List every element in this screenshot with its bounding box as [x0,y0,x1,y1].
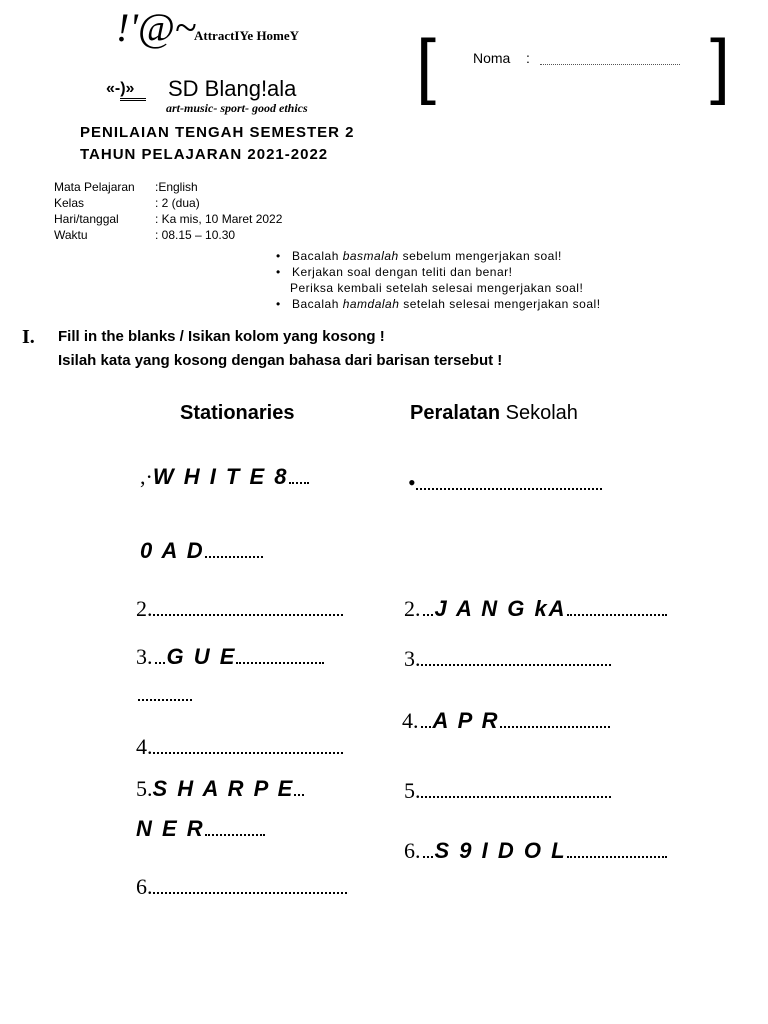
blank-item-right-1[interactable]: • [408,470,602,496]
logo-underline [120,98,146,101]
info-label-subject: Mata Pelajaran [54,180,135,194]
blank-item-left-3[interactable]: 3. G U E [136,644,324,670]
blank-item-right-5[interactable]: 5. [404,778,611,804]
exam-title-line1: PENILAIAN TENGAH SEMESTER 2 [80,124,355,141]
school-name: SD Blang!ala [168,76,297,101]
column-head-stationaries: Stationaries [180,402,295,424]
section-number: I. [22,326,35,348]
blank-item-left-2[interactable]: 2. [136,596,343,622]
school-brand: AttractIYe HomeY [194,28,300,43]
blank-item-right-3[interactable]: 3. [404,646,611,672]
section-instruction-1: Fill in the blanks / Isikan kolom yang kosong ! [58,328,385,345]
info-label-time: Waktu [54,228,88,242]
name-label: Noma [473,50,511,66]
name-field[interactable] [540,52,680,70]
blank-item-left-4[interactable]: 4. [136,734,343,760]
name-separator: : [526,50,530,66]
info-value-date: : Ka mis, 10 Maret 2022 [155,212,283,226]
info-value-time: : 08.15 – 10.30 [155,228,236,242]
instruction-item: • Kerjakan soal dengan teliti dan benar! [292,265,512,279]
instruction-item: Periksa kembali setelah selesai mengerjakan soal! [290,281,584,295]
blank-item-right-4[interactable]: 4. A P R [402,708,610,734]
name-box-left-bracket: [ [416,26,437,106]
blank-item-right-2[interactable]: 2. J A N G kA [404,596,667,622]
school-logo-mark: !'@~ [116,5,197,50]
info-value-class: : 2 (dua) [155,196,200,210]
blank-item-left-1[interactable]: ,·W H I T E 8 [140,464,309,490]
blank-item-left-5-continuation[interactable]: N E R [136,816,265,842]
blank-item-right-6[interactable]: 6. S 9 I D O L [404,838,667,864]
name-box-right-bracket: ] [710,26,731,106]
blank-item-left-6[interactable]: 6. [136,874,347,900]
info-label-class: Kelas [54,196,85,210]
info-label-date: Hari/tanggal [54,212,119,226]
info-value-subject: :English [155,180,198,194]
blank-item-left-5[interactable]: 5.S H A R P E [136,776,304,802]
blank-item-left-board[interactable]: 0 A D [140,538,263,564]
instruction-item: • Bacalah basmalah sebelum mengerjakan soal! [292,249,562,263]
column-head-peralatan: Peralatan Sekolah [410,402,578,424]
exam-title-line2: TAHUN PELAJARAN 2021-2022 [80,146,329,163]
logo-symbol: «-)» [106,80,135,97]
instruction-item: • Bacalah hamdalah setelah selesai mengerjakan soal! [292,297,601,311]
section-instruction-2: Isilah kata yang kosong dengan bahasa dari barisan tersebut ! [58,352,503,369]
school-tagline: art-music- sport- good ethics [166,101,308,115]
blank-item-left-3-continuation[interactable] [138,688,192,706]
